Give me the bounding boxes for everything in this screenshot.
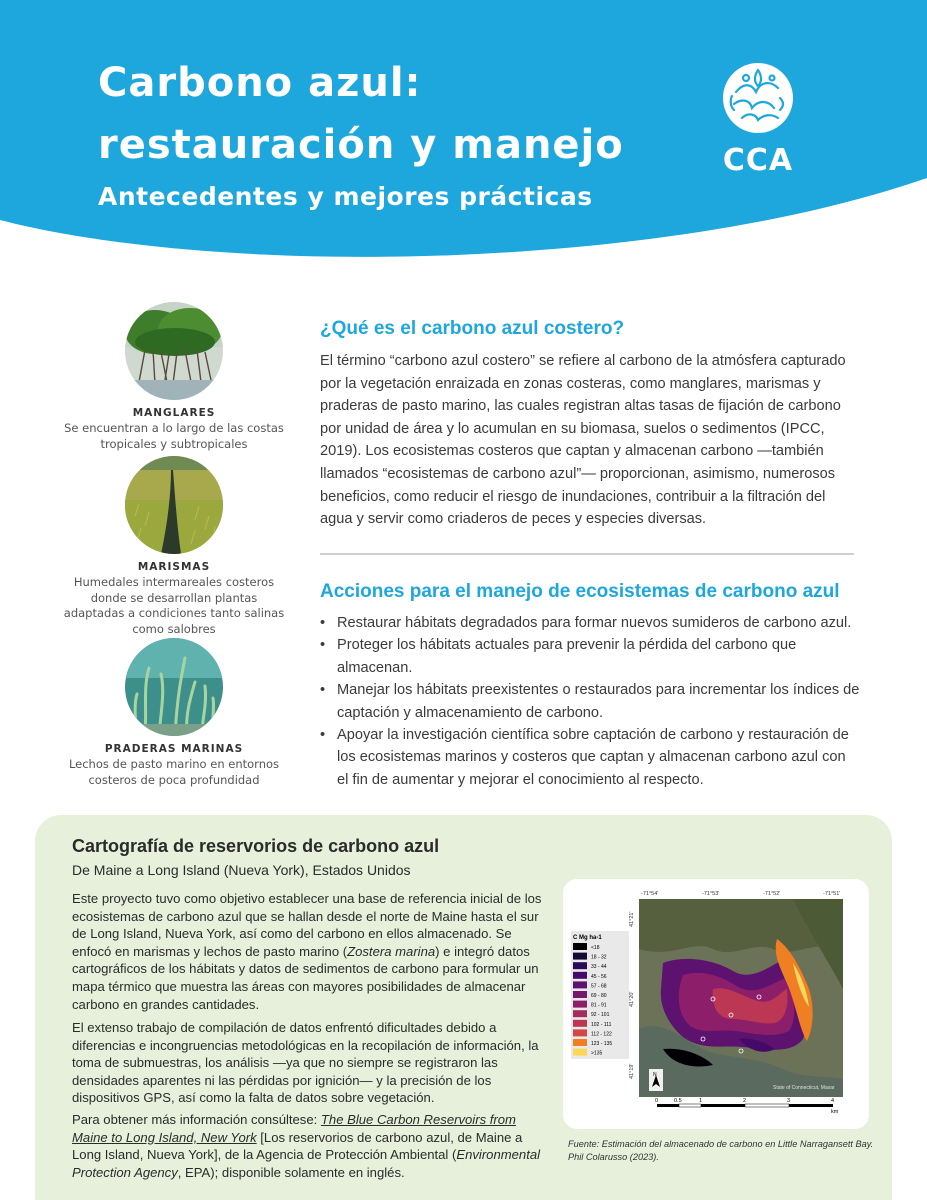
page-title [98,52,624,176]
ecosystem-salt-marsh [60,456,288,637]
map-lon-tick: -71°51' [823,891,841,897]
legend-label: >135 [591,1050,603,1057]
page-subtitle: Antecedentes y mejores prácticas [98,182,593,211]
map-card [563,879,869,1129]
legend-label: 18 - 32 [591,954,607,961]
legend-swatch [573,1020,587,1027]
list-item: • Apoyar la investigación científica sobre captación de carbono y restauración de los ecosistemas marinos y costeros que captan y almacenan carbono azul con el fin de aumentar y mejorar el conocimiento al respecto. [320,724,860,791]
svg-text:km: km [831,1109,839,1115]
title-line-1: Carbono azul: [98,60,422,106]
map-legend [571,931,629,1059]
section-divider [320,553,854,555]
legend-swatch [573,962,587,969]
legend-label: 81 - 91 [591,1002,607,1009]
logo-text: CCA [722,143,794,178]
seagrass-photo [125,638,223,736]
case-study-title: Cartografía de reservorios de carbono azul [72,836,440,856]
map-lon-tick: -71°52' [763,891,781,897]
legend-label: 92 - 101 [591,1012,610,1019]
ecosystem-name: MANGLARES [132,407,216,419]
map-lat-tick: 41°20' [629,991,635,1007]
title-line-2: restauración y manejo [98,122,624,168]
cca-logo [720,62,796,178]
list-item: • Manejar los hábitats preexistentes o restaurados para incrementar los índices de captación y almacenamiento de carbono. [320,679,860,724]
legend-title: C Mg ha-1 [573,935,602,941]
list-item: • Restaurar hábitats degradados para formar nuevos sumideros de carbono azul. [320,612,860,634]
ecosystem-name: PRADERAS MARINAS [104,743,244,755]
legend-label: 69 - 80 [591,993,607,999]
svg-text:N: N [653,1072,657,1078]
section-heading-actions: Acciones para el manejo de ecosistemas de carbono azul [320,581,840,602]
map-lat-tick: 41°19' [629,1063,635,1079]
map-lat-tick: 41°21' [629,911,635,927]
ecosystem-seagrass [60,638,288,788]
mangrove-photo [125,302,223,400]
section-heading-what-is: ¿Qué es el carbono azul costero? [320,318,625,339]
case-study-paragraph-2: El extenso trabajo de compilación de datos enfrentó dificultades debido a diferencias e incongruencias metodológicas en la recopilación de información, la toma de submuestras, los análisis —ya que no siempre se registraron las densidades aparentes ni las pérdidas por ignición— y la precisión de los dispositivos GPS, así como la falta de datos sobre vegetación. [72,1020,539,1106]
case-study-paragraph-1: Este proyecto tuvo como objetivo establecer una base de referencia inicial de los ecosistemas de carbono azul que se hallan desde el norte de Maine hasta el sur de Long Island, Nueva York, así como del carbono en ellos almacenado. Se enfocó en marismas y lechos de pasto marino (Zostera marina) e integró datos cartográficos de los hábitats y datos de sedimentos de carbono para formular un mapa térmico que muestra las áreas con mayores posibilidades de almacenar carbono en grandes cantidades. [72,891,542,1012]
header-banner [0,0,927,270]
legend-label: 45 - 56 [591,973,607,980]
map-scale-bar [655,1098,839,1115]
svg-text:1: 1 [699,1098,703,1104]
section-body-what-is: El término “carbono azul costero” se refiere al carbono de la atmósfera capturado por la vegetación enraizada en zonas costeras, como manglares, marismas y praderas de pasto marino, las cuales registran altas tasas de fijación de carbono por unidad de área y lo acumulan en su biomasa, suelos o sedimentos (IPCC, 2019). Los ecosistemas costeros que captan y almacenan carbono —también llamados “ecosistemas de carbono azul”— proporcionan, asimismo, numerosos beneficios, como reducir el riesgo de inundaciones, contribuir a la filtración del agua y servir como criaderos de peces y especies diversas. [320,353,846,528]
legend-label: 33 - 44 [591,964,607,971]
ecosystem-mangroves [60,302,288,452]
legend-swatch [573,1029,587,1036]
svg-text:0.5: 0.5 [674,1098,682,1104]
ecosystem-name: MARISMAS [137,561,211,573]
map-lon-tick: -71°53' [702,891,720,897]
legend-label: 57 - 68 [591,983,607,990]
case-study-paragraph-3: Para obtener más información consúltese: The Blue Carbon Reservoirs from Maine to Long Island, New York [Los reservorios de carbono azul, de Maine a Long Island, Nueva York], de la Agencia de Protección Ambiental (Environmental Protection Agency, EPA); disponible solamente en inglés. [72,1112,541,1180]
legend-swatch [573,1001,587,1008]
epa-report-link[interactable]: The Blue Carbon Reservoirs from Maine to Long Island, New York [72,1112,516,1145]
salt-marsh-photo [125,456,223,554]
legend-label: 112 - 122 [591,1031,612,1038]
actions-list [320,612,860,791]
cca-emblem-icon [722,62,794,134]
legend-swatch [573,991,587,998]
legend-swatch [573,953,587,960]
carbon-heat-map [563,879,869,1129]
map-credit: State of Connecticut, Maxar [773,1085,835,1091]
map-caption: Fuente: Estimación del almacenado de carbono en Little Narragansett Bay. Phil Colarusso (2023). [568,1139,874,1162]
ecosystem-desc: Humedales intermareales costeros donde se desarrollan plantas adaptadas a condiciones tanto salinas como salobres [63,575,285,636]
legend-label: 102 - 111 [591,1021,612,1028]
legend-swatch [573,943,587,950]
svg-text:4: 4 [831,1098,835,1104]
legend-swatch [573,1049,587,1056]
svg-text:2: 2 [743,1098,747,1104]
north-arrow-icon [649,1069,663,1091]
legend-swatch [573,1010,587,1017]
ecosystem-desc: Lechos de pasto marino en entornos costeros de poca profundidad [68,757,280,787]
ecosystem-desc: Se encuentran a lo largo de las costas tropicales y subtropicales [64,421,284,451]
legend-label: <18 [591,945,600,951]
legend-swatch [573,981,587,988]
legend-label: 123 - 135 [591,1041,613,1047]
svg-text:3: 3 [787,1098,791,1104]
map-lon-tick: -71°54' [641,891,659,897]
legend-swatch [573,1039,587,1046]
case-study-subtitle: De Maine a Long Island (Nueva York), Estados Unidos [72,862,411,878]
list-item: • Proteger los hábitats actuales para prevenir la pérdida del carbono que almacenan. [320,634,860,679]
svg-text:0: 0 [655,1098,659,1104]
legend-swatch [573,972,587,979]
